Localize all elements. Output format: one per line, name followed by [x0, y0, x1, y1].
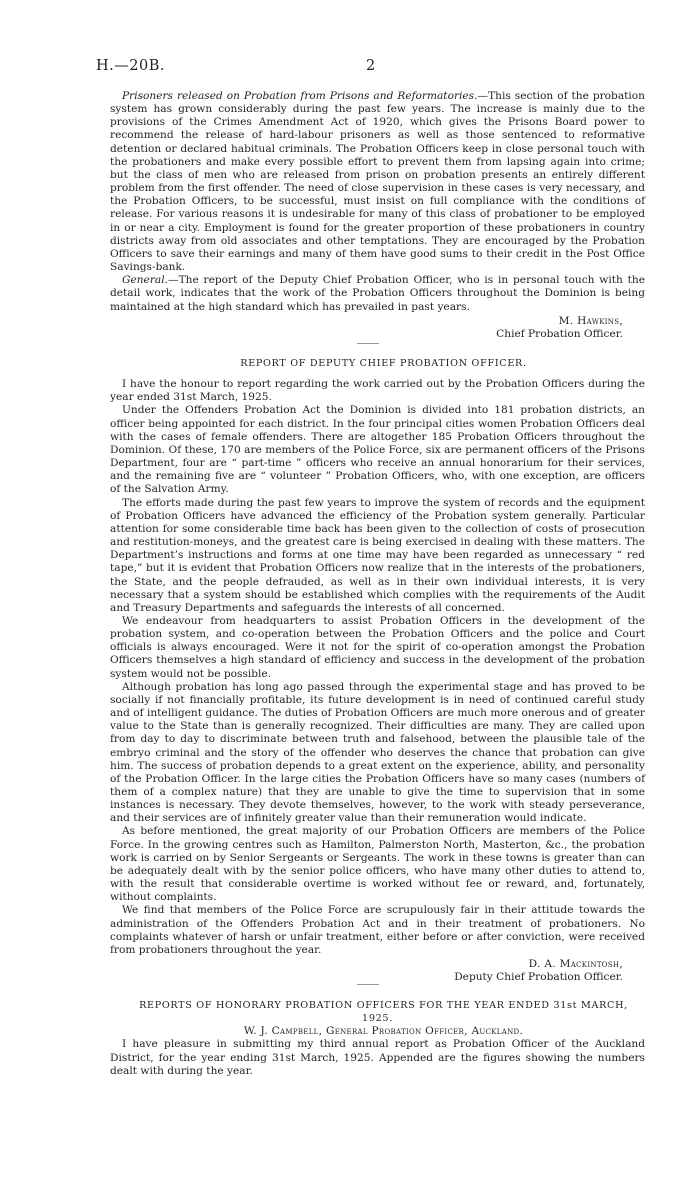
section-divider	[357, 984, 379, 985]
paragraph-text: —The report of the Deputy Chief Probation Officer, who is in personal touch with the detail work, indicates that the work of the Probation Officers throughout the Dominion is being maintained at the high standard which has prevailed in past years.	[110, 274, 645, 313]
report-paragraph: Although probation has long ago passed through the experimental stage and has proved to be socially if not financially profitable, its future development is in need of continued careful study and of intelligent guidance. The duties of Probation Officers are much more onerous and of greater value to the State than is generally recognized. Their difficulties are many. They are called upon from day to day to discriminate between truth and falsehood, between the plausible tale of the embryo criminal and the story of the offender who deserves the chance that probation can give him. The success of probation depends to a great extent on the experience, ability, and personality of the Probation Officer. In the large cities the Probation Officers have so many cases (numbers of them of a complex nature) that they are unable to give the time to supervision that in some instances is necessary. They devote themselves, however, to the work with steady perseverance, and their services are of infinitely greater value than their remuneration would indicate.	[110, 680, 645, 825]
deputy-report-section	[110, 357, 645, 984]
section-heading: REPORTS OF HONORARY PROBATION OFFICERS FOR THE YEAR ENDED 31st MARCH, 1925.	[139, 1000, 628, 1025]
paragraph-general	[110, 274, 645, 313]
signature-name: D. A. Mackintosh,	[528, 958, 623, 971]
signature-block	[110, 958, 645, 984]
signature-title: Chief Probation Officer.	[496, 327, 623, 340]
report-paragraph: We endeavour from headquarters to assist Probation Officers in the development of the probation system, and co-operation between the Probation Officers and the police and Court officials is always encouraged. Were it not for the spirit of co-operation amongst the Probation Officers themselves a high standard of efficiency and success in the development of the probation system would not be possible.	[110, 614, 645, 680]
report-paragraph: I have the honour to report regarding the work carried out by the Probation Officers during the year ended 31st March, 1925.	[110, 378, 645, 404]
report-paragraph: We find that members of the Police Force are scrupulously fair in their attitude towards the administration of the Offenders Probation Act and in their treatment of probationers. No complaints whatever of harsh or unfair treatment, either before or after conviction, were received from probationers throughout the year.	[110, 904, 645, 956]
section-heading: REPORT OF DEPUTY CHIEF PROBATION OFFICER.	[240, 358, 527, 369]
honorary-reports-section	[110, 999, 645, 1078]
paragraph-title: General.	[122, 274, 168, 287]
page-number: 2	[366, 58, 376, 74]
report-paragraph: As before mentioned, the great majority of our Probation Officers are members of the Police Force. In the growing centres such as Hamilton, Palmerston North, Masterton, &c., the probation work is carried on by Senior Sergeants or Sergeants. The work in these towns is greater than can be adequately dealt with by the senior police officers, who have many other duties to attend to, with the result that considerable overtime is worked without fee or reward, and, fortunately, without complaints.	[110, 825, 645, 904]
report-paragraph: I have pleasure in submitting my third annual report as Probation Officer of the Auckland District, for the year ending 31st March, 1925. Appended are the figures showing the numbers dealt with during the year.	[110, 1038, 645, 1077]
paragraph-text: —This section of the probation system has grown considerably during the past few years. The increase is mainly due to the provisions of the Crimes Amendment Act of 1920, which gives the Prisons Board power to recommend the release of hard-labour prisoners as well as those sentenced to reformative detention or declared habitual criminals. The Probation Officers keep in close personal touch with the probationers and make every possible effort to prevent them from lapsing again into crime; but the class of men who are released from prison on probation presents an entirely different problem from the first offender. The need of close supervision in these cases is very necessary, and the Probation Officers, to be successful, must insist on full compliance with the conditions of release. For various reasons it is undesirable for many of this class of probationer to be employed in or near a city. Employment is found for the greater proportion of these probationers in country districts away from old associates and other temptations. They are encouraged by the Probation Officers to save their earnings and many of them have good sums to their credit in the Post Office Savings-bank.	[110, 90, 645, 274]
document-reference: H.—20B.	[96, 58, 165, 74]
signature-block	[110, 315, 645, 341]
report-paragraph: The efforts made during the past few years to improve the system of records and the equipment of Probation Officers have advanced the efficiency of the Probation system generally. Particular attention for some considerable time back has been given to the collection of costs of prosecution and restitution-moneys, and the greatest care is being exercised in dealing with these matters. The Department’s instructions and forms at one time may have been regarded as unnecessary “ red tape,” but it is evident that Probation Officers now realize that in the interests of the probationers, the State, and the people defrauded, as well as in their own individual interests, it is very necessary that a system should be established which complies with the requirements of the Audit and Treasury Departments and safeguards the interests of all concerned.	[110, 496, 645, 614]
paragraph-title: Prisoners released on Probation from Prisons and Reformatories.	[122, 90, 478, 102]
signature-title: Deputy Chief Probation Officer.	[454, 971, 623, 984]
officer-subheading: W. J. Campbell, General Probation Officer, Auckland.	[243, 1025, 524, 1038]
report-paragraph: Under the Offenders Probation Act the Dominion is divided into 181 probation districts, an officer being appointed for each district. In the four principal cities women Probation Officers deal with the cases of female offenders. There are altogether 185 Probation Officers throughout the Dominion. Of these, 170 are members of the Police Force, six are permanent officers of the Prisons Department, four are “ part-time ” officers who receive an annual honorarium for their services, and the remaining five are “ volunteer ” Probation Officers, who, with one exception, are officers of the Salvation Army.	[110, 404, 645, 496]
paragraph-prisoners-released	[110, 90, 645, 274]
page-header	[96, 58, 644, 80]
prisoners-released-section	[110, 90, 645, 341]
signature-name: M. Hawkins,	[558, 314, 623, 327]
section-divider	[357, 343, 379, 344]
